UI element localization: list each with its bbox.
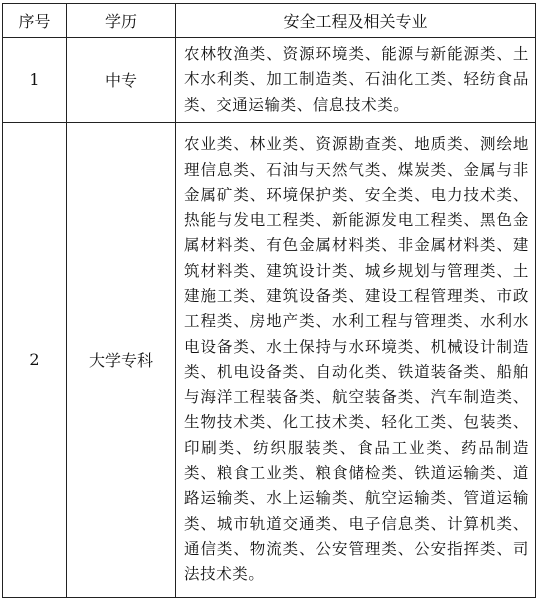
table-row bbox=[3, 122, 536, 597]
row-majors: 农林牧渔类、资源环境类、能源与新能源类、土木水利类、加工制造类、石油化工类、轻纺食品类、交通运输类、信息技术类。 bbox=[176, 38, 536, 123]
header-majors: 安全工程及相关专业 bbox=[176, 4, 536, 38]
table-row bbox=[3, 38, 536, 123]
header-education: 学历 bbox=[67, 4, 176, 38]
table-header-row bbox=[3, 4, 536, 38]
row-majors: 农业类、林业类、资源勘查类、地质类、测绘地理信息类、石油与天然气类、煤炭类、金属与非金属矿类、环境保护类、安全类、电力技术类、热能与发电工程类、新能源发电工程类、黑色金属材料类、有色金属材料类、非金属材料类、建筑材料类、建筑设计类、城乡规划与管理类、土建施工类、建筑设备类、建设工程管理类、市政工程类、房地产类、水利工程与管理类、水利水电设备类、水土保持与水环境类、机械设计制造类、机电设备类、自动化类、铁道装备类、船舶与海洋工程装备类、航空装备类、汽车制造类、生物技术类、化工技术类、轻化工类、包装类、印刷类、纺织服装类、食品工业类、药品制造类、粮食工业类、粮食储检类、铁道运输类、道路运输类、水上运输类、航空运输类、管道运输类、城市轨道交通类、电子信息类、计算机类、通信类、物流类、公安管理类、公安指挥类、司法技术类。 bbox=[176, 122, 536, 597]
major-requirements-table bbox=[2, 3, 536, 598]
row-index: 1 bbox=[3, 38, 67, 123]
row-education: 中专 bbox=[67, 38, 176, 123]
header-index: 序号 bbox=[3, 4, 67, 38]
row-education: 大学专科 bbox=[67, 122, 176, 597]
row-index: 2 bbox=[3, 122, 67, 597]
